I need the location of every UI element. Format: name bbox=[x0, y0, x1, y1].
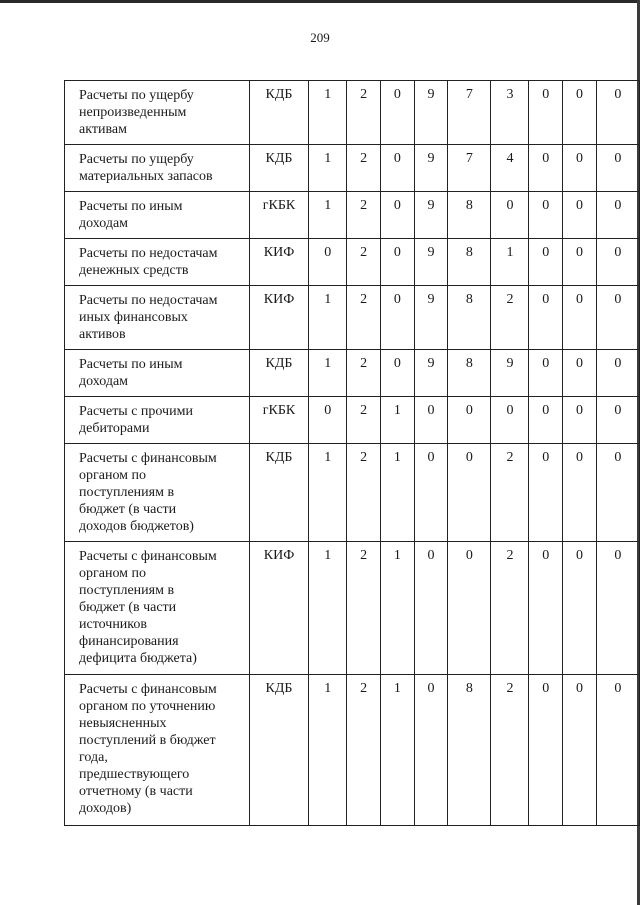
digit-cell: 0 bbox=[448, 444, 491, 542]
account-name: Расчеты с финансовым органом по поступлениям в бюджет (в части доходов бюджетов) bbox=[65, 444, 250, 542]
code-type: КДБ bbox=[249, 145, 309, 192]
digit-cell: 1 bbox=[491, 239, 529, 286]
code-type: КИФ bbox=[249, 239, 309, 286]
digit-cell: 4 bbox=[491, 145, 529, 192]
digit-cell: 9 bbox=[414, 81, 448, 145]
digit-cell: 0 bbox=[563, 675, 597, 826]
digit-cell: 1 bbox=[309, 286, 347, 350]
digit-cell: 0 bbox=[529, 286, 563, 350]
table-row bbox=[65, 350, 640, 397]
digit-cell: 7 bbox=[448, 81, 491, 145]
account-name: Расчеты с прочими дебиторами bbox=[65, 397, 250, 444]
digit-cell: 2 bbox=[347, 286, 381, 350]
table-row bbox=[65, 397, 640, 444]
digit-cell: 0 bbox=[529, 350, 563, 397]
digit-cell: 0 bbox=[563, 350, 597, 397]
code-type: КДБ bbox=[249, 675, 309, 826]
digit-cell: 2 bbox=[347, 397, 381, 444]
account-name: Расчеты по недостачам денежных средств bbox=[65, 239, 250, 286]
digit-cell: 0 bbox=[563, 397, 597, 444]
code-type: КИФ bbox=[249, 286, 309, 350]
digit-cell: 0 bbox=[380, 81, 414, 145]
digit-cell: 0 bbox=[529, 192, 563, 239]
digit-cell: 8 bbox=[448, 350, 491, 397]
digit-cell: 9 bbox=[414, 145, 448, 192]
scan-border-top bbox=[0, 0, 640, 3]
digit-cell: 1 bbox=[380, 542, 414, 675]
digit-cell: 0 bbox=[529, 675, 563, 826]
digit-cell: 8 bbox=[448, 239, 491, 286]
digit-cell: 1 bbox=[380, 444, 414, 542]
code-type: КДБ bbox=[249, 444, 309, 542]
digit-cell: 0 bbox=[563, 286, 597, 350]
digit-cell: 9 bbox=[414, 350, 448, 397]
digit-cell: 0 bbox=[596, 81, 639, 145]
code-type: КДБ bbox=[249, 350, 309, 397]
code-type: КДБ bbox=[249, 81, 309, 145]
digit-cell: 0 bbox=[563, 542, 597, 675]
account-name: Расчеты по иным доходам bbox=[65, 192, 250, 239]
page-number: 209 bbox=[310, 30, 330, 45]
account-name: Расчеты с финансовым органом по поступлениям в бюджет (в части источников финансирования дефицита бюджета) bbox=[65, 542, 250, 675]
digit-cell: 0 bbox=[596, 239, 639, 286]
code-type: КИФ bbox=[249, 542, 309, 675]
table-row bbox=[65, 542, 640, 675]
digit-cell: 1 bbox=[309, 542, 347, 675]
digit-cell: 2 bbox=[347, 192, 381, 239]
table-row bbox=[65, 239, 640, 286]
digit-cell: 0 bbox=[380, 239, 414, 286]
digit-cell: 9 bbox=[414, 239, 448, 286]
account-name: Расчеты по ущербу непроизведенным активам bbox=[65, 81, 250, 145]
code-type: гКБК bbox=[249, 192, 309, 239]
digit-cell: 9 bbox=[414, 286, 448, 350]
digit-cell: 2 bbox=[347, 350, 381, 397]
digit-cell: 0 bbox=[563, 145, 597, 192]
digit-cell: 0 bbox=[596, 145, 639, 192]
digit-cell: 0 bbox=[596, 350, 639, 397]
digit-cell: 0 bbox=[596, 542, 639, 675]
digit-cell: 1 bbox=[309, 192, 347, 239]
digit-cell: 0 bbox=[414, 397, 448, 444]
digit-cell: 2 bbox=[491, 444, 529, 542]
digit-cell: 2 bbox=[347, 239, 381, 286]
table-row bbox=[65, 444, 640, 542]
digit-cell: 0 bbox=[596, 286, 639, 350]
digit-cell: 2 bbox=[491, 675, 529, 826]
digit-cell: 2 bbox=[347, 675, 381, 826]
digit-cell: 1 bbox=[309, 145, 347, 192]
account-name: Расчеты с финансовым органом по уточнению невыясненных поступлений в бюджет года, предшествующего отчетному (в части доходов) bbox=[65, 675, 250, 826]
table-row bbox=[65, 286, 640, 350]
digit-cell: 2 bbox=[347, 444, 381, 542]
digit-cell: 0 bbox=[380, 350, 414, 397]
digit-cell: 1 bbox=[309, 444, 347, 542]
digit-cell: 0 bbox=[596, 397, 639, 444]
digit-cell: 2 bbox=[491, 542, 529, 675]
digit-cell: 0 bbox=[529, 239, 563, 286]
digit-cell: 0 bbox=[596, 675, 639, 826]
digit-cell: 0 bbox=[380, 192, 414, 239]
digit-cell: 0 bbox=[491, 397, 529, 444]
digit-cell: 0 bbox=[448, 542, 491, 675]
digit-cell: 0 bbox=[563, 81, 597, 145]
digit-cell: 0 bbox=[529, 444, 563, 542]
table-row bbox=[65, 192, 640, 239]
digit-cell: 2 bbox=[347, 81, 381, 145]
digit-cell: 1 bbox=[380, 675, 414, 826]
digit-cell: 1 bbox=[380, 397, 414, 444]
digit-cell: 8 bbox=[448, 675, 491, 826]
accounts-table bbox=[64, 80, 640, 826]
digit-cell: 0 bbox=[380, 286, 414, 350]
code-type: гКБК bbox=[249, 397, 309, 444]
digit-cell: 0 bbox=[309, 397, 347, 444]
digit-cell: 1 bbox=[309, 81, 347, 145]
digit-cell: 0 bbox=[529, 542, 563, 675]
digit-cell: 8 bbox=[448, 192, 491, 239]
digit-cell: 0 bbox=[529, 145, 563, 192]
digit-cell: 2 bbox=[347, 145, 381, 192]
digit-cell: 3 bbox=[491, 81, 529, 145]
account-name: Расчеты по недостачам иных финансовых активов bbox=[65, 286, 250, 350]
digit-cell: 0 bbox=[414, 542, 448, 675]
digit-cell: 0 bbox=[529, 81, 563, 145]
digit-cell: 2 bbox=[347, 542, 381, 675]
digit-cell: 9 bbox=[491, 350, 529, 397]
digit-cell: 1 bbox=[309, 350, 347, 397]
digit-cell: 0 bbox=[448, 397, 491, 444]
digit-cell: 0 bbox=[563, 192, 597, 239]
digit-cell: 0 bbox=[380, 145, 414, 192]
digit-cell: 0 bbox=[563, 444, 597, 542]
account-name: Расчеты по ущербу материальных запасов bbox=[65, 145, 250, 192]
digit-cell: 9 bbox=[414, 192, 448, 239]
digit-cell: 1 bbox=[309, 675, 347, 826]
account-name: Расчеты по иным доходам bbox=[65, 350, 250, 397]
table-row bbox=[65, 81, 640, 145]
digit-cell: 0 bbox=[596, 444, 639, 542]
digit-cell: 0 bbox=[309, 239, 347, 286]
digit-cell: 0 bbox=[414, 444, 448, 542]
digit-cell: 0 bbox=[596, 192, 639, 239]
table-row bbox=[65, 145, 640, 192]
digit-cell: 0 bbox=[491, 192, 529, 239]
digit-cell: 2 bbox=[491, 286, 529, 350]
table-row bbox=[65, 675, 640, 826]
digit-cell: 0 bbox=[529, 397, 563, 444]
digit-cell: 0 bbox=[563, 239, 597, 286]
digit-cell: 0 bbox=[414, 675, 448, 826]
digit-cell: 8 bbox=[448, 286, 491, 350]
digit-cell: 7 bbox=[448, 145, 491, 192]
